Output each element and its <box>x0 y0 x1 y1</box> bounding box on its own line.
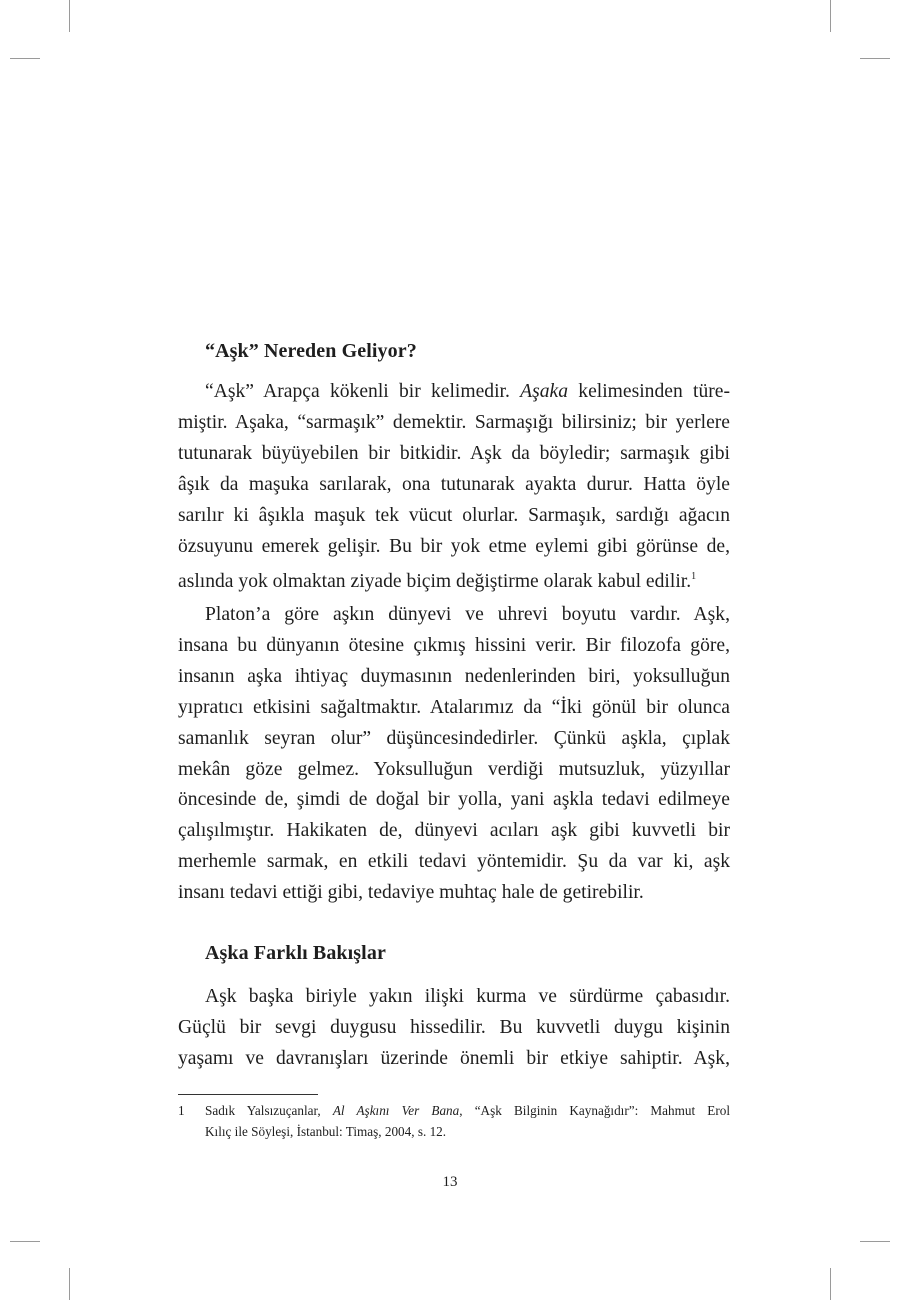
footnote-author: Sadık Yalsızuçanlar, <box>205 1103 333 1118</box>
paragraph <box>178 600 730 909</box>
crop-mark-bottom-right <box>830 1268 831 1300</box>
crop-mark-bottom-left <box>69 1268 70 1300</box>
text-line: insana bu dünyanın ötesine çıkmış hissini verir. Bir filozofa göre, <box>178 634 730 656</box>
crop-mark-top-left <box>69 0 70 32</box>
crop-mark-right-top <box>860 58 890 59</box>
crop-mark-left-top <box>10 58 40 59</box>
footnote-line <box>205 1100 730 1121</box>
footnote-number: 1 <box>178 1103 185 1118</box>
text-line: Güçlü bir sevgi duygusu hissedilir. Bu kuvvetli duygu kişinin <box>178 1016 730 1038</box>
crop-mark-top-right <box>830 0 831 32</box>
italic-term: Aşaka <box>520 381 569 402</box>
text-line: yaşamı ve davranışları üzerinde önemli bir etkiye sahiptir. Aşk, <box>178 1047 730 1069</box>
text-line: tutunarak büyüyebilen bir bitkidir. Aşk da böyledir; sarmaşık gibi <box>178 442 730 464</box>
footnote <box>178 1100 730 1142</box>
section-heading: Aşka Farklı Bakışlar <box>205 942 386 964</box>
page-number: 13 <box>442 1174 458 1190</box>
text-line: merhemle sarmak, en etkili tedavi yöntemidir. Şu da var ki, aşk <box>178 851 730 873</box>
footnote-line: Kılıç ile Söyleşi, İstanbul: Timaş, 2004, s. 12. <box>205 1124 447 1139</box>
paragraph <box>178 377 730 598</box>
text-line: Platon’a göre aşkın dünyevi ve uhrevi boyutu vardır. Aşk, <box>205 604 730 625</box>
footnote-title: Al Aşkını Ver Bana <box>332 1103 460 1118</box>
text-line: sarılır ki âşıkla maşuk tek vücut olurlar. Sarmaşık, sardığı ağacın <box>178 504 730 526</box>
footnote-rule <box>178 1094 318 1095</box>
text-run: aslında yok olmaktan ziyade biçim değiştirme olarak kabul edilir. <box>178 571 692 593</box>
section-heading: “Aşk” Nereden Geliyor? <box>205 340 417 362</box>
text-run: kelimesinden türe- <box>568 381 730 402</box>
footnote-ref[interactable]: 1 <box>691 571 697 583</box>
text-line: yıpratıcı etkisini sağaltmaktır. Atalarımız da “İki gönül bir olunca <box>178 696 730 718</box>
crop-mark-left-bottom <box>10 1241 40 1242</box>
text-line: samanlık seyran olur” düşüncesindedirler. Çünkü aşkla, çıplak <box>178 727 730 749</box>
footnote-body <box>205 1100 730 1142</box>
text-line: çalışılmıştır. Hakikaten de, dünyevi acıları aşk gibi kuvvetli bir <box>178 820 730 842</box>
text-run: “Aşk” Arapça kökenli bir kelimedir. <box>205 381 521 402</box>
paragraph <box>178 982 730 1075</box>
text-line: insanın aşka ihtiyaç duymasının nedenlerinden biri, yoksulluğun <box>178 665 730 687</box>
text-line: âşık da maşuka sarılarak, ona tutunarak ayakta durur. Hatta öyle <box>178 473 730 495</box>
text-line <box>178 377 730 408</box>
crop-mark-right-bottom <box>860 1241 890 1242</box>
text-line: öncesinde de, şimdi de doğal bir yolla, yani aşkla tedavi edilmeye <box>178 789 730 811</box>
text-line <box>178 562 730 598</box>
text-line: mekân göze gelmez. Yoksulluğun verdiği mutsuzluk, yüzyıllar <box>178 758 730 780</box>
text-line: insanı tedavi ettiği gibi, tedaviye muhtaç hale de getirebilir. <box>178 882 644 904</box>
footnote-text: , “Aşk Bilginin Kaynağıdır”: Mahmut Erol <box>459 1103 730 1118</box>
text-line: Aşk başka biriyle yakın ilişki kurma ve sürdürme çabasıdır. <box>205 986 730 1007</box>
text-line: miştir. Aşaka, “sarmaşık” demektir. Sarmaşığı bilirsiniz; bir yerlere <box>178 411 730 433</box>
text-line: özsuyunu emerek gelişir. Bu bir yok etme eylemi gibi görünse de, <box>178 535 730 557</box>
